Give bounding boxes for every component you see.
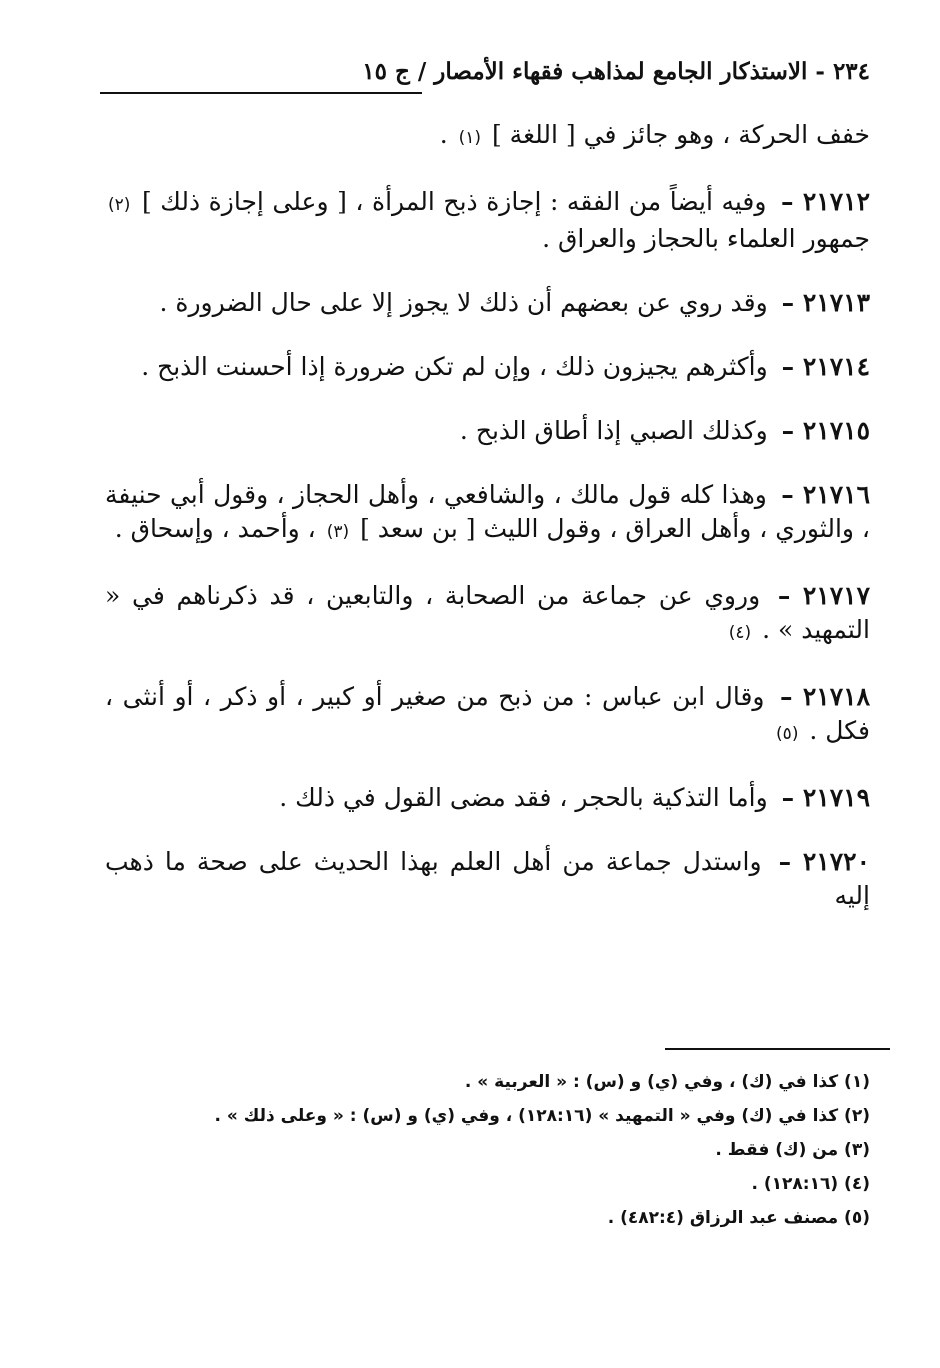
footnote: (٣) من (ك) فقط .: [715, 1140, 870, 1160]
paragraph: [105, 118, 870, 155]
paragraph-number: ٢١٧٢٠ –: [778, 847, 870, 876]
footnote: (٤) (١٢٨:١٦) .: [751, 1174, 870, 1194]
paragraph-number: ٢١٧١٩ –: [781, 783, 870, 812]
paragraph: [105, 185, 870, 256]
paragraph-text: واستدل جماعة من أهل العلم بهذا الحديث على صحة ما ذهب إليه: [105, 847, 870, 910]
paragraph-tail: جمهور العلماء بالحجاز والعراق .: [542, 224, 870, 253]
paragraph-number: ٢١٧١٢ –: [781, 187, 870, 216]
footnotes: [120, 1072, 870, 1242]
paragraph: [105, 414, 870, 448]
paragraph: [105, 845, 870, 913]
footnote-ref: (٥): [776, 724, 799, 744]
paragraph-text: وقال ابن عباس : من ذبح من صغير أو كبير ، أو ذكر ، أو أنثى ، فكل .: [105, 682, 870, 745]
paragraph-text: وكذلك الصبي إذا أطاق الذبح .: [459, 416, 768, 445]
footnote-ref: (١): [458, 128, 482, 148]
paragraph-text: وروي عن جماعة من الصحابة ، والتابعين ، قد ذكرناهم في « التمهيد » .: [105, 581, 870, 644]
paragraph-number: ٢١٧١٨ –: [780, 682, 870, 711]
paragraph: [105, 579, 870, 650]
paragraph-number: ٢١٧١٧ –: [777, 581, 870, 610]
footnote-ref: (٤): [728, 623, 752, 643]
paragraph-text: وقد روي عن بعضهم أن ذلك لا يجوز إلا على حال الضرورة .: [159, 288, 768, 317]
paragraph-text: وأكثرهم يجيزون ذلك ، وإن لم تكن ضرورة إذا أحسنت الذبح .: [141, 352, 768, 381]
paragraph-number: ٢١٧١٦ –: [781, 480, 870, 509]
footnote-ref: (٣): [326, 522, 350, 542]
footnote: (٥) مصنف عبد الرزاق (٤٨٢:٤) .: [607, 1208, 870, 1228]
paragraph-text: وهذا كله قول مالك ، والشافعي ، وأهل الحجاز ، وقول أبي حنيفة ، والثوري ، وأهل العراق ، وقول الليث [ بن سعد ]: [105, 480, 870, 543]
main-text: [105, 118, 870, 943]
paragraph-tail: .: [439, 120, 448, 149]
running-header: [100, 58, 870, 98]
header-rule: [100, 92, 422, 94]
footnote-separator: [665, 1048, 890, 1050]
paragraph-number: ٢١٧١٤ –: [781, 352, 870, 381]
paragraph-tail: ، وأحمد ، وإسحاق .: [114, 514, 316, 543]
paragraph: [105, 781, 870, 815]
paragraph: [105, 478, 870, 549]
paragraph-number: ٢١٧١٥ –: [781, 416, 870, 445]
paragraph: [105, 680, 870, 751]
footnote: (٢) كذا في (ك) وفي « التمهيد » (١٢٨:١٦) ، وفي (ي) و (س) : « وعلى ذلك » .: [214, 1106, 870, 1126]
paragraph: [105, 350, 870, 384]
paragraph: [105, 286, 870, 320]
footnote: (١) كذا في (ك) ، وفي (ي) و (س) : « العربية » .: [464, 1072, 870, 1092]
paragraph-text: وأما التذكية بالحجر ، فقد مضى القول في ذلك .: [279, 783, 768, 812]
header-text: ٢٣٤ - الاستذكار الجامع لمذاهب فقهاء الأمصار / ج ١٥: [362, 58, 870, 85]
footnote-ref: (٢): [108, 195, 131, 215]
paragraph-number: ٢١٧١٣ –: [781, 288, 870, 317]
paragraph-text: وفيه أيضاً من الفقه : إجازة ذبح المرأة ، [ وعلى إجازة ذلك ]: [141, 187, 767, 216]
paragraph-text: خفف الحركة ، وهو جائز في [ اللغة ]: [491, 120, 870, 149]
